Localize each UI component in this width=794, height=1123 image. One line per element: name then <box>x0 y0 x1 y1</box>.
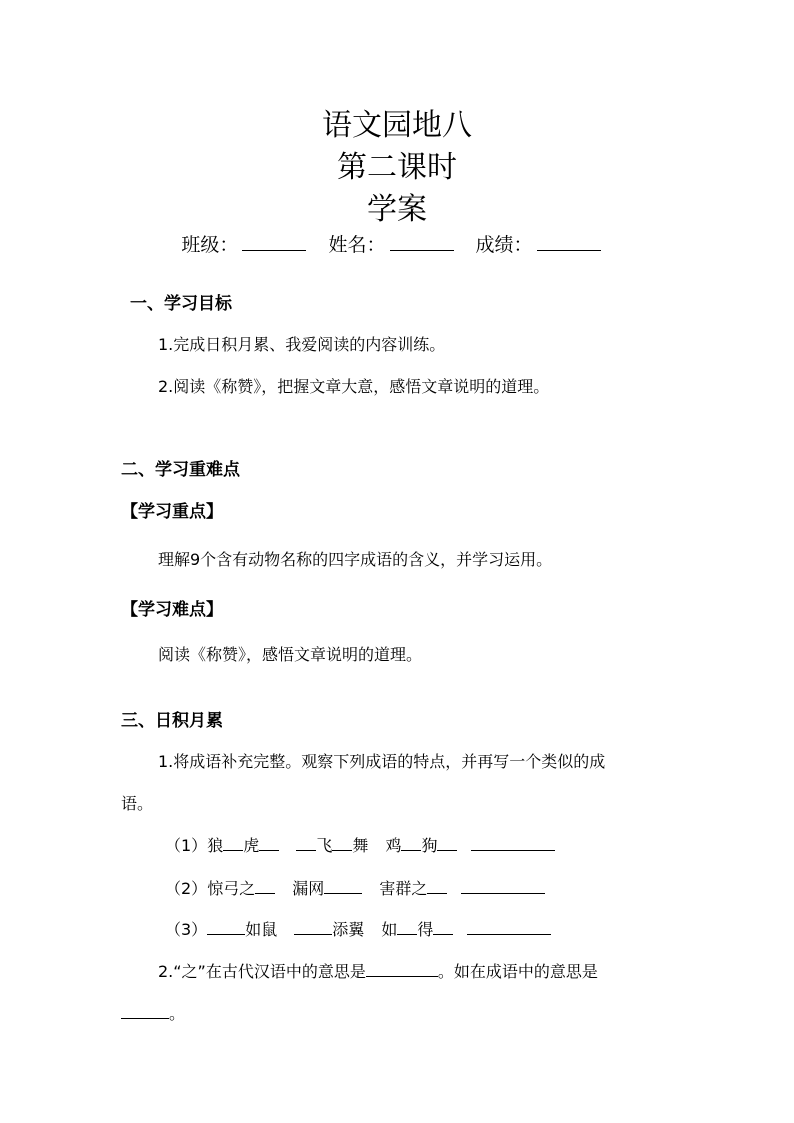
answer-blank[interactable] <box>471 836 555 851</box>
idiom-blank[interactable] <box>223 836 243 851</box>
question-2-part-2: 。如在成语中的意思是 <box>437 962 598 981</box>
idiom-char: 得 <box>417 920 434 939</box>
idiom-char: 如 <box>381 920 398 939</box>
key-point-text: 理解9个含有动物名称的四字成语的含义，并学习运用。 <box>158 550 553 569</box>
section-heading-key-points: 二、学习重难点 <box>121 460 240 480</box>
class-label: 班级： <box>181 234 239 256</box>
idiom-blank[interactable] <box>427 879 447 894</box>
answer-blank[interactable] <box>121 1004 169 1019</box>
question-2-end: 。 <box>169 1004 186 1023</box>
idiom-row-3 <box>165 917 551 940</box>
idiom-char: 狗 <box>421 836 438 855</box>
name-blank[interactable] <box>390 234 454 251</box>
idiom-blank[interactable] <box>255 879 275 894</box>
idiom-char: 惊弓之 <box>207 879 256 898</box>
title-line-1: 语文园地八 <box>322 108 472 143</box>
idiom-char: 狼 <box>207 836 224 855</box>
row-number: （3） <box>165 920 208 939</box>
score-blank[interactable] <box>537 234 601 251</box>
idiom-blank[interactable] <box>259 836 279 851</box>
key-point-label: 【学习重点】 <box>121 502 223 522</box>
question-2-line-1 <box>158 959 598 982</box>
class-blank[interactable] <box>242 234 306 251</box>
question-2-part-1: 2.“之”在古代汉语中的意思是 <box>158 962 366 981</box>
question-1-line-1: 1.将成语补充完整。观察下列成语的特点，并再写一个类似的成 <box>158 752 606 771</box>
section-heading-accumulation: 三、日积月累 <box>121 711 223 731</box>
idiom-blank[interactable] <box>397 920 417 935</box>
idiom-blank[interactable] <box>332 836 352 851</box>
idiom-char: 鸡 <box>385 836 402 855</box>
name-label: 姓名： <box>328 234 386 256</box>
idiom-char: 漏网 <box>292 879 325 898</box>
idiom-blank[interactable] <box>433 920 453 935</box>
question-1-line-2: 语。 <box>121 794 154 813</box>
objective-item-1: 1.完成日积月累、我爱阅读的内容训练。 <box>158 335 446 354</box>
idiom-blank[interactable] <box>401 836 421 851</box>
title-line-3: 学案 <box>367 192 427 227</box>
idiom-char: 舞 <box>352 836 369 855</box>
idiom-blank[interactable] <box>437 836 457 851</box>
difficulty-label: 【学习难点】 <box>121 600 223 620</box>
difficulty-text: 阅读《称赞》，感悟文章说明的道理。 <box>158 645 423 664</box>
section-heading-objectives: 一、学习目标 <box>130 294 232 314</box>
idiom-char: 害群之 <box>379 879 428 898</box>
answer-blank[interactable] <box>366 962 438 977</box>
answer-blank[interactable] <box>461 879 545 894</box>
idiom-char: 虎 <box>243 836 260 855</box>
title-line-2: 第二课时 <box>337 150 457 185</box>
objective-item-2: 2.阅读《称赞》，把握文章大意，感悟文章说明的道理。 <box>158 377 550 396</box>
idiom-row-2 <box>165 876 545 899</box>
idiom-blank[interactable] <box>207 920 245 935</box>
student-info-line <box>0 230 794 257</box>
idiom-blank[interactable] <box>294 920 332 935</box>
row-number: （1） <box>165 836 208 855</box>
idiom-blank[interactable] <box>296 836 316 851</box>
idiom-char: 飞 <box>316 836 333 855</box>
answer-blank[interactable] <box>467 920 551 935</box>
idiom-char: 如鼠 <box>245 920 278 939</box>
idiom-blank[interactable] <box>324 879 362 894</box>
idiom-row-1 <box>165 833 555 856</box>
row-number: （2） <box>165 879 208 898</box>
question-2-line-2 <box>121 1001 185 1024</box>
score-label: 成绩： <box>475 234 533 256</box>
idiom-char: 添翼 <box>332 920 365 939</box>
